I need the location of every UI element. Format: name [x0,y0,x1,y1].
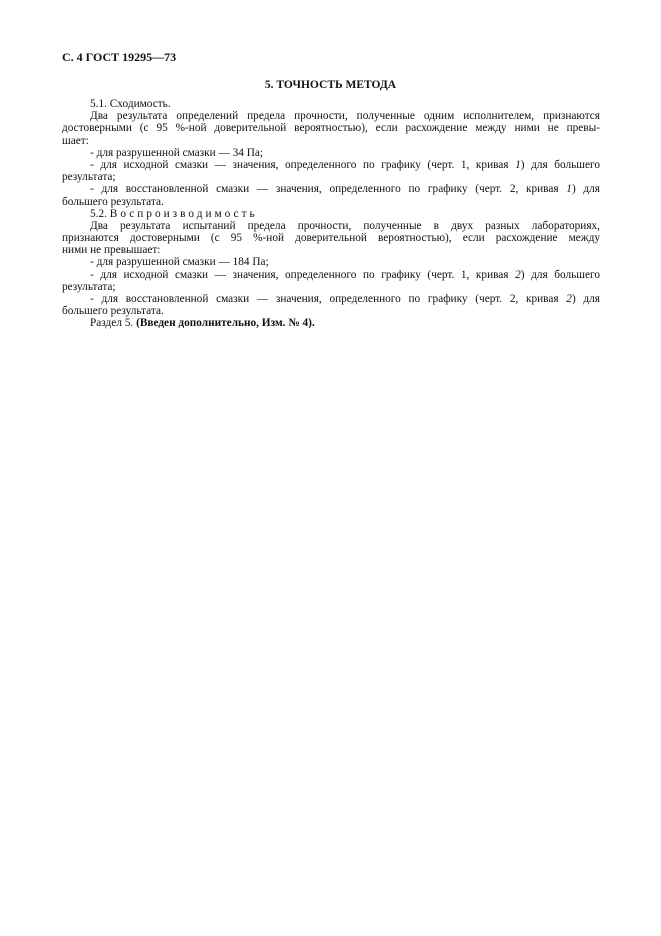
clause-5-1-heading: 5.1. Сходимость. [90,98,171,110]
curve-number: 2 [566,293,572,305]
text: - для восстановленной смазки — значения, определенного по графику (черт. 2, кривая [90,183,567,196]
text: ) для [571,183,600,196]
text: - для исходной смазки — значения, определенного по графику (черт. 1, кривая [90,158,516,171]
clause-title: Воспроизводимость [109,207,258,220]
text: ) для большего [520,268,600,281]
text-line: признаются достоверными (с 95 %-ной доверительной вероятностью), если расхождение между [62,232,600,245]
text-line: достоверными (с 95 %-ной доверительной вероятностью), если расхождение между ними не превы- [62,122,600,135]
clause-5-2-heading [62,208,600,220]
text-line: ними не превышает: [62,244,161,257]
text: ) для большего [520,158,600,171]
list-item [62,159,600,171]
clause-number: 5.2. [90,207,110,220]
amendment-text: (Введен дополнительно, Изм. № 4). [136,317,315,330]
text-line: Два результата испытаний предела прочности, полученные в двух разных лабораториях, [90,219,600,232]
list-item [62,269,600,281]
text: Раздел 5. [90,317,137,330]
text-line: Два результата определений предела прочности, полученные одним исполнителем, признаются [90,110,600,123]
text-line: результата; [62,171,116,184]
list-item [62,293,600,305]
text-line: шает: [62,134,89,147]
text: - для исходной смазки — значения, определенного по графику (черт. 1, кривая [90,268,516,281]
list-item: - для разрушенной смазки — 34 Па; [90,146,264,159]
text-line: результата; [62,280,116,293]
text-line: большего результата. [62,195,164,208]
list-item: - для разрушенной смазки — 184 Па; [90,256,269,269]
section-title: 5. ТОЧНОСТЬ МЕТОДА [264,79,397,91]
amendment-note [62,317,600,329]
curve-number: 2 [515,268,521,281]
curve-number: 1 [515,158,521,171]
list-item [62,183,600,195]
document-body [62,98,600,330]
curve-number: 1 [566,183,572,196]
text-line: большего результата. [62,305,164,318]
page-header: С. 4 ГОСТ 19295—73 [62,50,177,64]
text: - для восстановленной смазки — значения, определенного по графику (черт. 2, кривая [90,293,567,305]
text: ) для [571,293,600,305]
